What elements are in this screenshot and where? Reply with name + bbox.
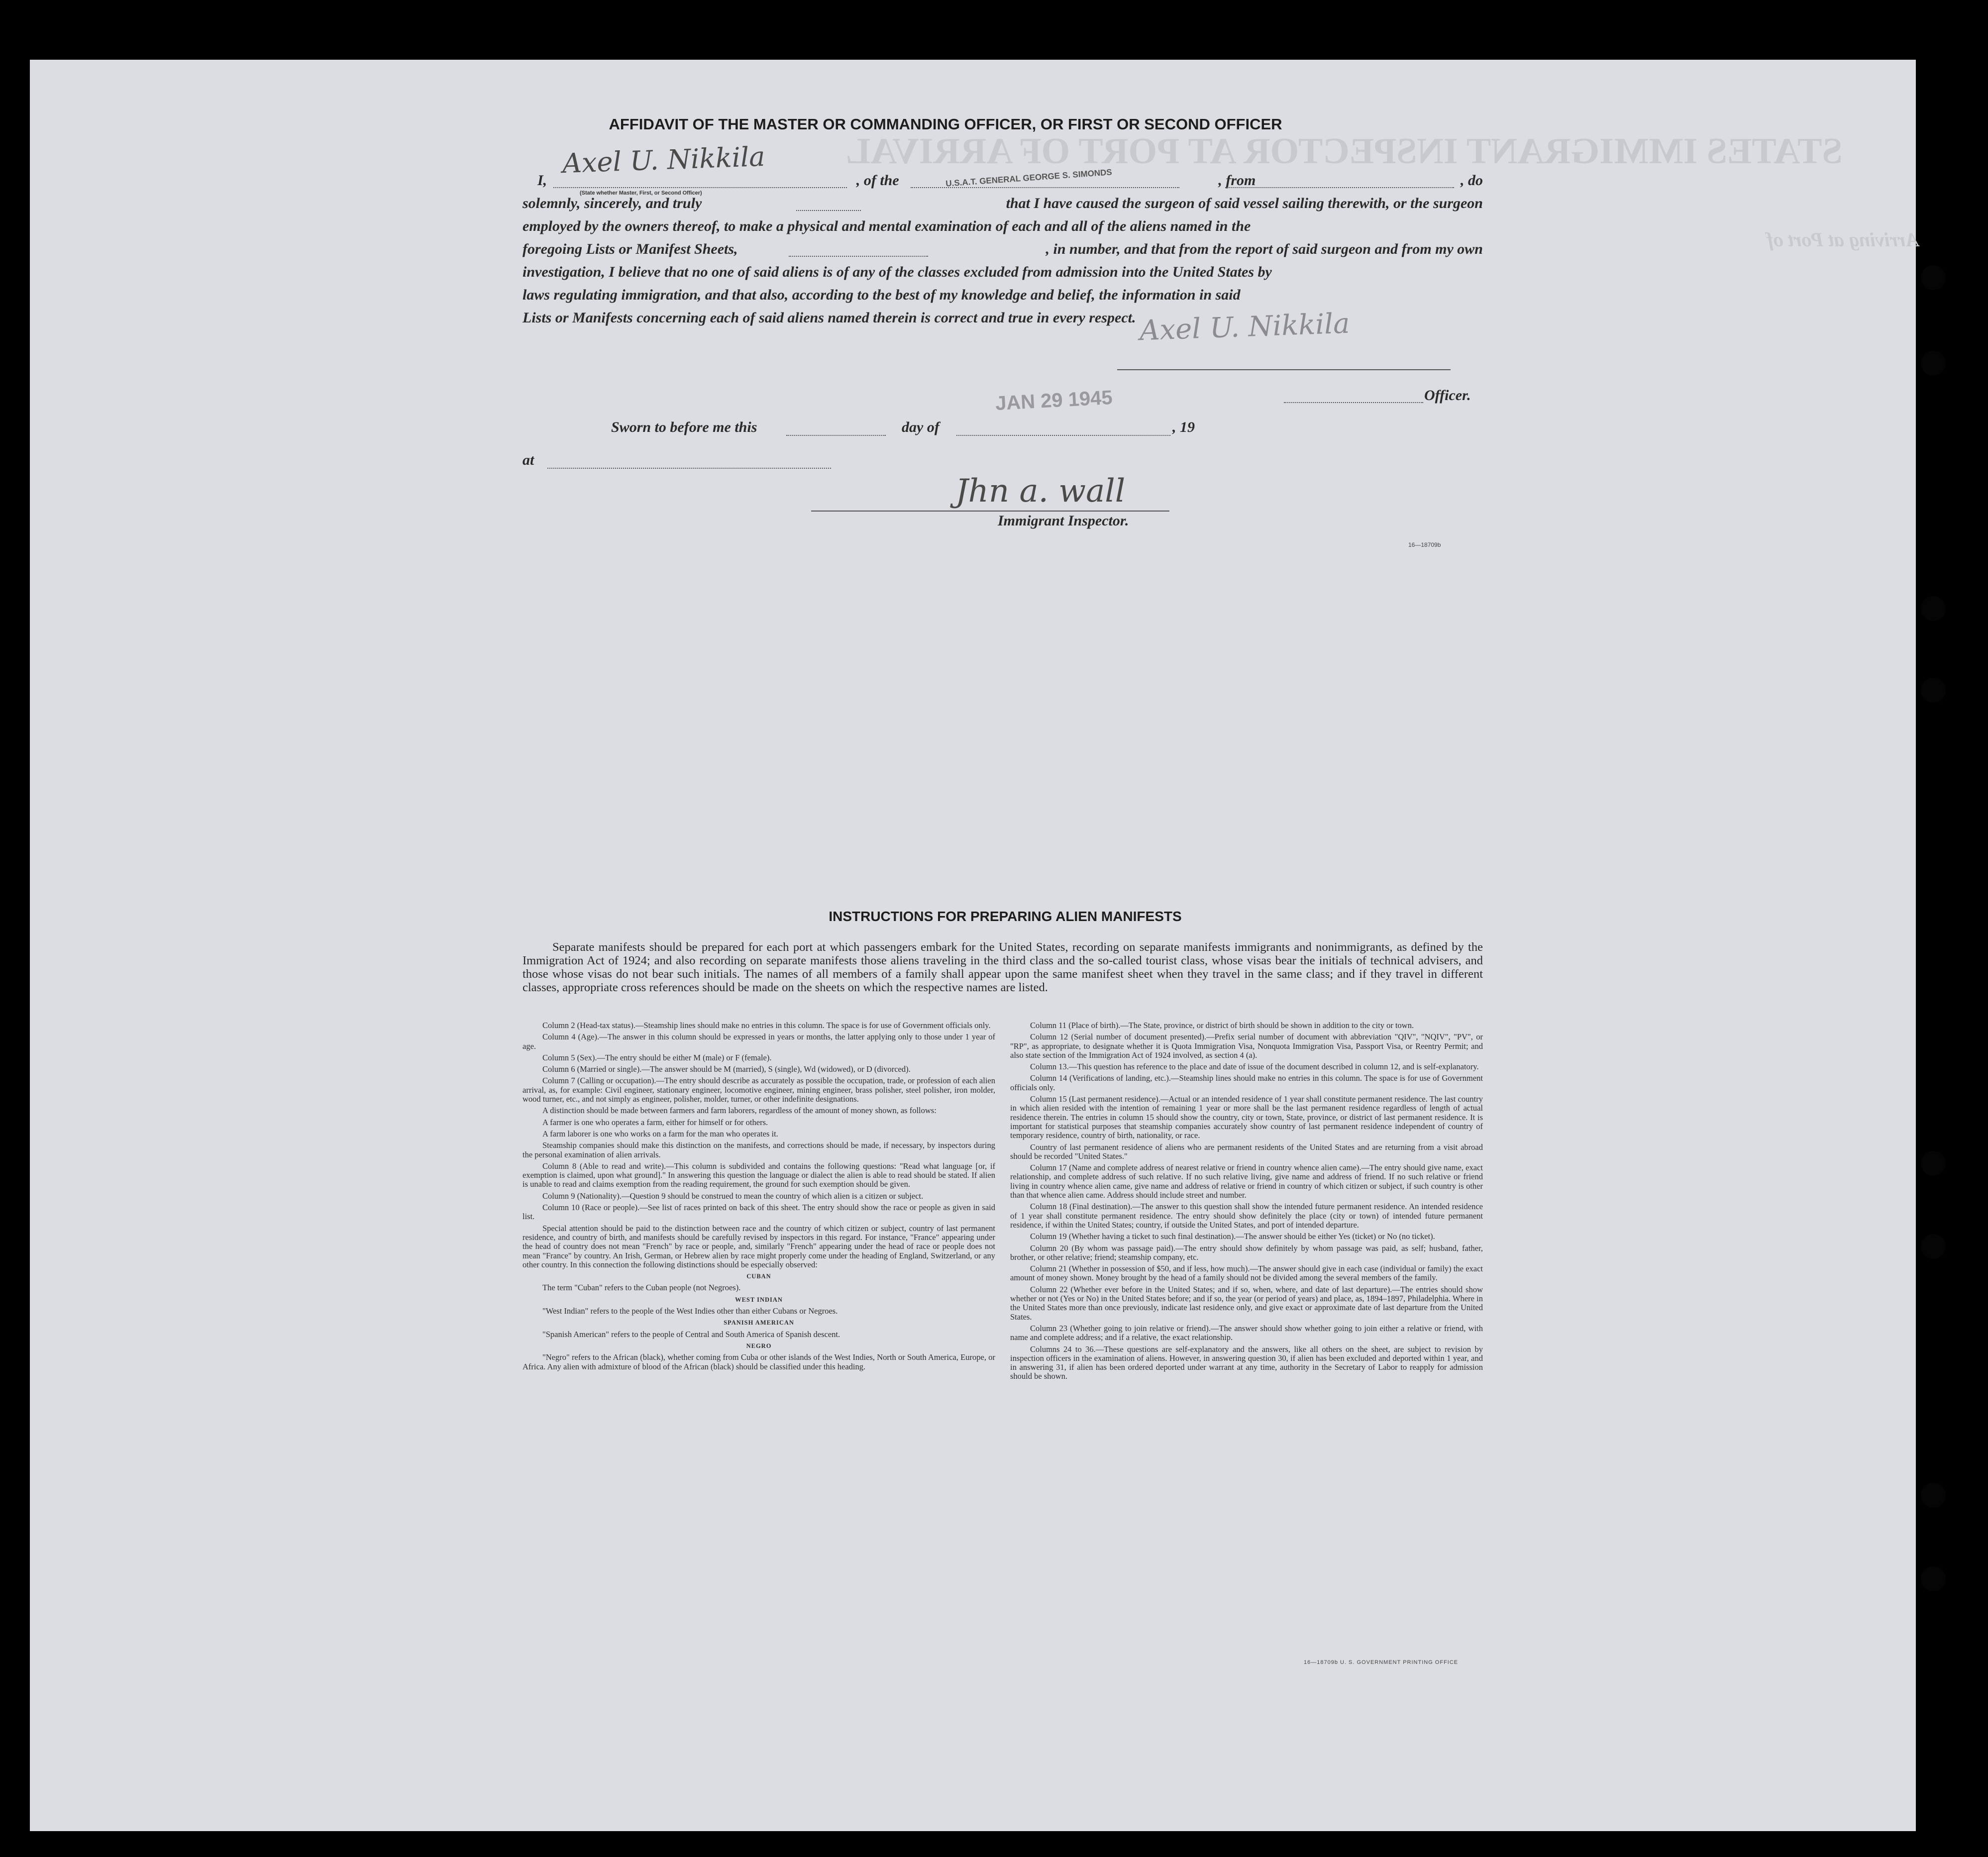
date-stamp: JAN 29 1945 (994, 386, 1113, 415)
instruction-paragraph: Column 10 (Race or people).—See list of races printed on back of this sheet. The entry should show the race or people as given in said list. (523, 1203, 995, 1222)
instruction-paragraph: Columns 24 to 36.—These questions are self-explanatory and the answers, like all others on the sheet, are subject to revision by inspection officers in the examination of aliens. However, in answering question 30, if alien has been excluded and deported within 1 year, and in answering 31, if alien has been ordered deported under warrant at any time, authority in the Secretary of Labor to reapply for admission should be shown. (1010, 1344, 1483, 1381)
affidavit-of-the: , of the (856, 172, 899, 189)
instructions-footer: 16—18709b U. S. GOVERNMENT PRINTING OFFICE (1304, 1659, 1459, 1665)
sworn-day-rule (786, 435, 886, 436)
instruction-paragraph: Column 2 (Head-tax status).—Steamship lines should make no entries in this column. The space is for use of Government officials only. (542, 1021, 991, 1030)
affidavit-line2-end: that I have caused the surgeon of said vessel sailing therewith, or the surgeon (1006, 195, 1483, 211)
instruction-paragraph: A farmer is one who operates a farm, either for himself or for others. (542, 1117, 768, 1127)
signature-rule (1117, 369, 1451, 370)
instruction-paragraph: Column 18 (Final destination).—The answer to this question shall show the intended future permanent residence. An intended residence of 1 year shall constitute permanent residence. The entry should show definitely the place (city or town) of intended future permanent residence, if within the United States; country, if outside the United States, and port of intended departure. (1010, 1202, 1483, 1230)
month-rule (956, 435, 1170, 436)
binder-hole (1921, 1234, 1946, 1259)
instruction-paragraph: Special attention should be paid to the distinction between race and the country of which citizen or subject, country of last permanent residence, and country of birth, and manifests should be carefully revised by inspectors in this regard. For instance, "France" appearing under the head of country does not mean "French" by race or people, and, similarly "French" appearing under the head of race or people does not mean "France" by country. An Irish, German, or Hebrew alien by race might properly come under the heading of England, Switzerland, or any other country. In this connection the following distinctions should be especially observed: (523, 1223, 995, 1269)
affidavit-line-3: employed by the owners thereof, to make a physical and mental examination of each and all of the aliens named in the (523, 218, 1251, 234)
instruction-paragraph: Column 19 (Whether having a ticket to such final destination).—The answer should be either Yes (ticket) or No (no ticket). (1030, 1232, 1435, 1241)
binder-hole (1921, 1566, 1946, 1591)
instruction-paragraph: Column 5 (Sex).—The entry should be either M (male) or F (female). (542, 1052, 772, 1062)
instruction-paragraph: Column 17 (Name and complete address of nearest relative or friend in country whence alien came).—The entry should give name, exact relationship, and complete address of such relative. If no such relative living, give name and address of friend. If no such relative or friend living in country whence alien came, give name and address of relative or friend in country of which citizen or subject, if such country is other than that whence alien came. Address should include street and number. (1010, 1163, 1483, 1200)
affidavit-form-number: 16—18709b (1408, 541, 1441, 548)
number-rule (789, 256, 928, 257)
cuban-text: The term "Cuban" refers to the Cuban people (not Negroes). (542, 1283, 741, 1293)
vessel-name-stamp: U.S.A.T. GENERAL GEORGE S. SIMONDS (945, 167, 1113, 189)
binder-hole (1921, 1151, 1946, 1176)
affidavit-line4-end: , in number, and that from the report of said surgeon and from my own (1046, 241, 1483, 257)
bleed-through-arriving: Arriving at Port of (1767, 228, 1919, 251)
negro-text: "Negro" refers to the African (black), whether coming from Cuba or other islands of the West Indies, North or South America, Europe, or Africa. Any alien with admixture of blood of the African (black) should be classified under this heading. (523, 1352, 995, 1371)
affidavit-from: , from (1218, 172, 1256, 189)
inspector-rule (811, 511, 1169, 512)
affidavit-line2-start: solemnly, sincerely, and truly (523, 195, 702, 211)
binder-hole (1921, 678, 1946, 703)
affidavit-line4-start: foregoing Lists or Manifest Sheets, (523, 241, 738, 257)
officer-rank-note: (State whether Master, First, or Second Officer) (580, 190, 702, 196)
affidavit-line-5: investigation, I believe that no one of said aliens is of any of the classes excluded from admission into the United States by (523, 264, 1272, 280)
officer-name-handwritten: Axel U. Nikkila (562, 140, 766, 180)
instruction-paragraph: Column 6 (Married or single).—The answer should be M (married), S (single), Wd (widowed), or D (divorced). (542, 1064, 911, 1074)
negro-heading: NEGRO (746, 1342, 772, 1349)
binder-hole (1921, 1483, 1946, 1508)
instruction-paragraph: Column 14 (Verifications of landing, etc.).—Steamship lines should make no entries in this column. The space is for use of Government officials only. (1010, 1073, 1483, 1092)
bleed-through-header: STATES IMMIGRANT INSPECTOR AT PORT OF ARRIVAL (846, 131, 1843, 172)
affidavit-title: AFFIDAVIT OF THE MASTER OR COMMANDING OFFICER, OR FIRST OR SECOND OFFICER (609, 115, 1282, 133)
solemnly-rule (796, 210, 861, 211)
officer-signature: Axel U. Nikkila (1139, 307, 1351, 347)
instruction-paragraph: Column 21 (Whether in possession of $50, and if less, how much).—The answer should give in each case (individual or family) the exact amount of money shown. Money brought by the head of a family should not be divided among the several members of the family. (1010, 1264, 1483, 1283)
instruction-paragraph: Column 7 (Calling or occupation).—The entry should describe as accurately as possible the occupation, trade, or profession of each alien arrival, as, for example: Civil engineer, stationary engineer, locomotive engineer, mining engineer, brass polisher, steel polisher, iron molder, wood turner, etc., and not simply as engineer, polisher, molder, turner, or other indefinite designations. (523, 1076, 995, 1104)
at-label: at (523, 452, 534, 468)
instruction-paragraph: A farm laborer is one who works on a farm for the man who operates it. (542, 1129, 778, 1138)
sworn-label: Sworn to before me this (611, 419, 757, 435)
affidavit-line-4 (523, 238, 1483, 261)
binder-hole (1921, 265, 1946, 290)
affidavit-do: , do (1460, 172, 1483, 189)
instructions-right-column (1010, 1021, 1483, 1384)
day-of-label: day of (902, 419, 940, 435)
officer-name-rule (553, 187, 847, 188)
officer-rule (1284, 402, 1423, 403)
instruction-paragraph: Column 12 (Serial number of document presented).—Prefix serial number of document with abbreviation "QIV", "NQIV", "PV", or "RP", as appropriate, to designate whether it is Quota Immigration Visa, Nonquota Immigration Visa, Passport Visa, or Reentry Permit; and also state section of the Immigration Act of 1924 involved, as section 4 (a). (1010, 1032, 1483, 1060)
affidavit-line-6: laws regulating immigration, and that also, according to the best of my knowledge and belief, the information in said (523, 287, 1241, 303)
year-label: , 19 (1172, 419, 1195, 435)
instruction-paragraph: Steamship companies should make this distinction on the manifests, and corrections should be made, if necessary, by inspectors during the personal examination of alien arrivals. (523, 1140, 995, 1159)
instruction-paragraph: Column 20 (By whom was passage paid).—The entry should show definitely by whom passage was paid, as self; husband, father, brother, or other relative; friend; steamship company, etc. (1010, 1243, 1483, 1262)
instruction-paragraph: Column 23 (Whether going to join relative or friend).—The answer should show whether going to join either a relative or friend, with name and complete address; and if a relative, the exact relationship. (1010, 1323, 1483, 1342)
instructions-intro: Separate manifests should be prepared for each port at which passengers embark for the United States, recording on separate manifests immigrants and nonimmigrants, as defined by the Immigration Act of 1924; and also recording on separate manifests those aliens traveling in the third class and the so-called tourist class, whose visas bear the initials of technical advisers, and those whose visas do not bear such initials. The names of all members of a family shall appear upon the same manifest sheet when they travel in the same class; and if they travel in different classes, appropriate cross references should be made on the sheets on which the respective names are listed. (523, 940, 1483, 994)
west-indian-heading: WEST INDIAN (735, 1296, 783, 1303)
west-indian-text: "West Indian" refers to the people of the West Indies other than either Cubans or Negroes. (542, 1306, 838, 1316)
cuban-heading: CUBAN (746, 1273, 771, 1280)
instruction-paragraph: Column 13.—This question has reference to the place and date of issue of the document described in column 12, and is self-explanatory. (1030, 1062, 1479, 1072)
instruction-paragraph: Column 22 (Whether ever before in the United States; and if so, when, where, and date of last departure).—The entries should show whether or not (Yes or No) in the United States before; and if so, the year (or period of years) and place, as, 1894–1897, Philadelphia. Where in the United States more than once previously, indicate last residence only, and give exact or approximate date of last departure from the United States. (1010, 1284, 1483, 1322)
from-port-rule (1225, 187, 1454, 188)
instruction-paragraph: Column 9 (Nationality).—Question 9 should be construed to mean the country of which alien is a citizen or subject. (542, 1191, 924, 1201)
spanish-american-heading: SPANISH AMERICAN (724, 1319, 794, 1327)
binder-hole (1921, 596, 1946, 621)
affidavit-i: I, (537, 172, 547, 189)
instruction-paragraph: A distinction should be made between farmers and farm laborers, regardless of the amount of money shown, as follows: (542, 1106, 937, 1116)
instruction-paragraph: Column 11 (Place of birth).—The State, province, or district of birth should be shown in addition to the city or town. (1030, 1021, 1414, 1030)
instruction-paragraph: Country of last permanent residence of aliens who are permanent residents of the United States and are returning from a visit abroad should be recorded "United States." (1010, 1142, 1483, 1161)
instruction-paragraph: Column 4 (Age).—The answer in this column should be expressed in years or months, the latter applying only to those under 1 year of age. (523, 1032, 995, 1051)
instruction-paragraph: Column 15 (Last permanent residence).—Actual or an intended residence of 1 year shall constitute permanent residence. The last country in which alien resided with the intention of remaining 1 year or more shall be the last permanent residence regardless of length of actual residence therein. The entries in column 15 should show the country, city or town, State, province, or district of last permanent residence. It is important for statistical purposes that steamship companies accurately show country of last permanent residence independent of country of temporary residence, country of birth, nationality, or race. (1010, 1094, 1483, 1140)
affidavit-line-7: Lists or Manifests concerning each of said aliens named therein is correct and true in every respect. (523, 310, 1136, 326)
instructions-left-column (523, 1021, 995, 1374)
binder-hole (1921, 351, 1946, 376)
instructions-title: INSTRUCTIONS FOR PREPARING ALIEN MANIFESTS (829, 909, 1182, 924)
spanish-american-text: "Spanish American" refers to the people of Central and South America of Spanish descent. (542, 1329, 840, 1339)
at-place-rule (547, 468, 831, 469)
instruction-paragraph: Column 8 (Able to read and write).—This column is subdivided and contains the following questions: "Read what language [or, if exemption is claimed, upon what ground]." In answering this question the language or dialect the alien is able to read should be stated. If alien is unable to read and claims exemption from the reading requirement, the ground for such exemption should be given. (523, 1161, 995, 1189)
inspector-signature: Jhn a. wall (955, 473, 1126, 510)
officer-label: Officer. (1424, 387, 1471, 404)
inspector-label: Immigrant Inspector. (998, 513, 1129, 529)
